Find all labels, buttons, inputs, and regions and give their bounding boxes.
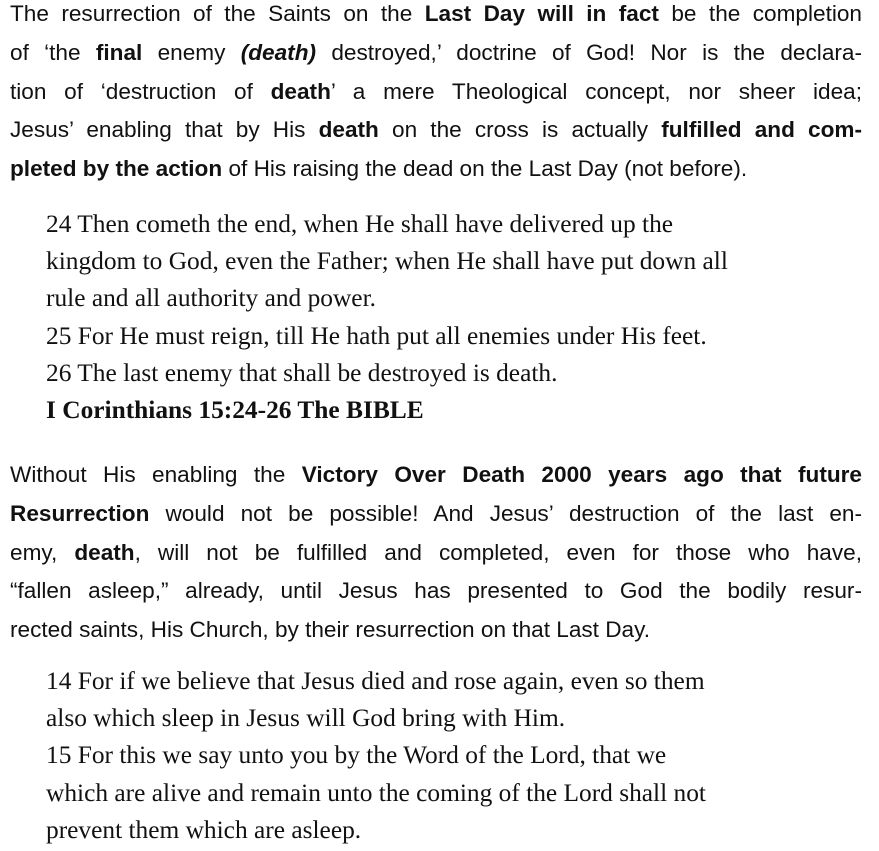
verse-line: 26 The last enemy that shall be destroyed is death. [46, 358, 558, 387]
verse-line: prevent them which are asleep. [46, 815, 362, 844]
verse-line: rule and all authority and power. [46, 284, 376, 313]
emphasis-bold: Resurrection [10, 500, 150, 526]
text-run: tion of ‘destruction of [10, 78, 271, 104]
text-run: of His raising the dead on the Last Day (not before). [222, 156, 748, 182]
text-line: “fallen asleep,” already, until Jesus has presented to God the bodily resur- [10, 578, 862, 604]
text-run: be the completion [658, 1, 862, 26]
text-line [10, 111, 862, 150]
verse-line: 25 For He must reign, till He hath put all enemies under His feet. [46, 321, 707, 350]
emphasis-bold: Last Day will in fact [424, 1, 659, 26]
text-line [10, 456, 862, 495]
text-line [10, 73, 862, 112]
text-line [10, 495, 862, 534]
verse-line: 24 Then cometh the end, when He shall have delivered up the [46, 210, 674, 238]
text-run: of ‘the [10, 39, 96, 65]
verse-line: kingdom to God, even the Father; when He shall have put down all [46, 247, 728, 276]
verse-line: which are alive and remain unto the coming of the Lord shall not [46, 778, 706, 807]
emphasis-bold: death [74, 539, 135, 565]
text-run: on the cross is actually [378, 117, 662, 143]
scripture-quote-thessalonians [46, 663, 866, 849]
text-run: destroyed,’ doctrine of God! Nor is the declara- [316, 39, 862, 65]
text-line: rected saints, His Church, by their resurrection on that Last Day. [10, 617, 651, 643]
emphasis-bold: death [270, 78, 331, 104]
text-run: The resurrection of the Saints on the [10, 1, 425, 26]
scripture-reference: I Corinthians 15:24-26 The BIBLE [46, 396, 424, 425]
emphasis-bold-italic: (death) [240, 39, 317, 65]
text-run: enemy [142, 39, 241, 65]
emphasis-bold: death [318, 117, 379, 143]
paragraph-resurrection-completion [10, 0, 862, 189]
verse-line: 15 For this we say unto you by the Word of the Lord, that we [46, 741, 667, 770]
verse-line: also which sleep in Jesus will God bring with Him. [46, 704, 566, 733]
text-run: would not be possible! And Jesus’ destruction of the last en- [149, 500, 862, 526]
emphasis-bold: Victory Over Death 2000 years ago that future [301, 462, 862, 487]
text-line [10, 150, 862, 189]
text-run: ’ a mere Theological concept, nor sheer idea; [330, 78, 862, 104]
paragraph-victory-over-death [10, 456, 862, 650]
text-line [10, 0, 862, 34]
text-line [10, 534, 862, 573]
scripture-quote-corinthians [46, 206, 866, 429]
emphasis-bold: final [95, 39, 143, 65]
emphasis-bold: pleted by the action [10, 156, 223, 182]
emphasis-bold: fulfilled and com- [661, 117, 863, 143]
text-run: Jesus’ enabling that by His [10, 117, 319, 143]
text-run: Without His enabling the [10, 462, 302, 487]
text-run: , will not be fulfilled and completed, even for those who have, [134, 539, 863, 565]
text-line [10, 34, 862, 73]
text-run: emy, [10, 539, 75, 565]
verse-line: 14 For if we believe that Jesus died and rose again, even so them [46, 667, 705, 695]
